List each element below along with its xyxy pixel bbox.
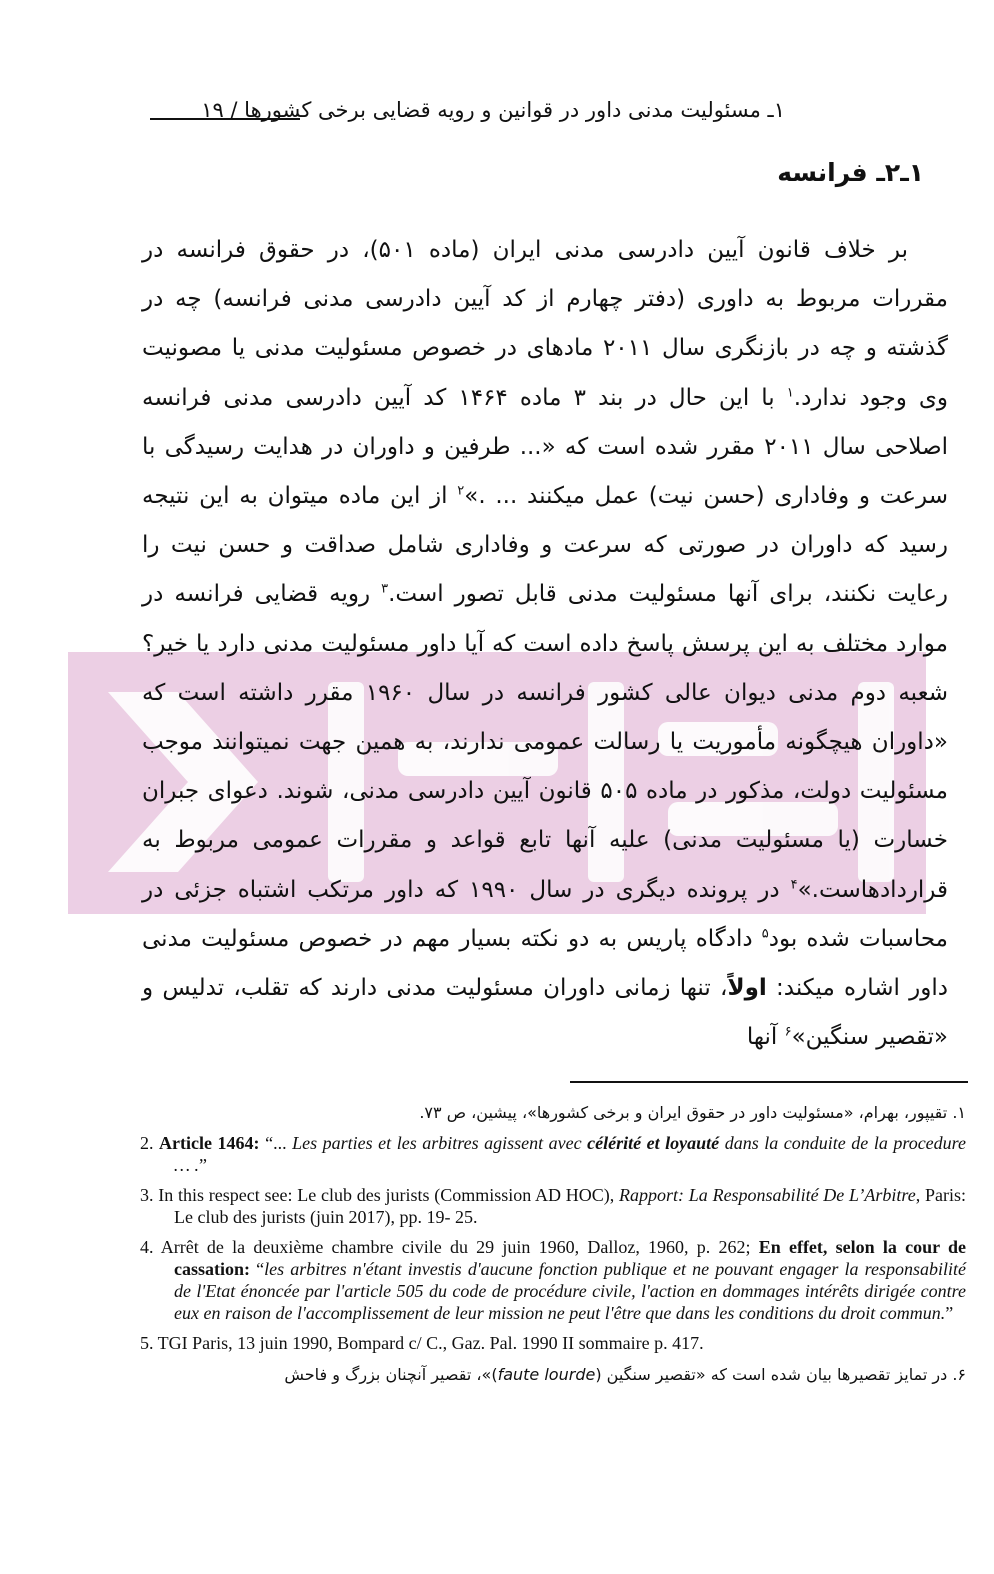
footnote-ref-6[interactable]: ۶ xyxy=(784,1024,792,1040)
footnote-text: 4. Arrêt de la deuxième chambre civile du 29 juin 1960, Dalloz, 1960, p. 262; xyxy=(140,1237,759,1257)
footnote-ref-4[interactable]: ۴ xyxy=(790,876,798,892)
footnote-text: ۶. در تمایز تقصیرها بیان شده است که «تقصیر سنگین ( xyxy=(595,1365,966,1384)
footnote-5: 5. TGI Paris, 13 juin 1990, Bompard c/ C., Gaz. Pal. 1990 II sommaire p. 417. xyxy=(140,1333,704,1353)
footnote-bold: En effet, selon la cour de cassation: xyxy=(174,1237,966,1279)
footnote-text: , Paris: Le club des jurists (juin 2017), pp. 19- 25. xyxy=(174,1185,966,1227)
sentence: در پرونده دیگری در سال ۱۹۹۰ که داور مرتکب اشتباه جزئی در محاسبات شده بود xyxy=(142,876,948,952)
running-header xyxy=(150,98,960,134)
paragraph-text xyxy=(142,226,948,1062)
running-title: ۱ـ مسئولیت مدنی داور در قوانین و رویه قضایی برخی کشورها / ۱۹ xyxy=(201,98,785,122)
sentence: از این ماده میتوان به این نتیجه رسید که داوران در صورتی که سرعت و وفاداری شامل صداقت و حسن نیت را رعایت نکنند، برای آنها مسئولیت مدنی قابل تصور است. xyxy=(142,483,948,608)
footnote-3 xyxy=(140,1184,966,1228)
footnote-ref-1[interactable]: ۱ xyxy=(786,384,794,400)
french-term: faute lourde xyxy=(497,1365,596,1384)
sentence: آنها xyxy=(746,1024,785,1051)
quote-emphasis: célérité et loyauté xyxy=(587,1133,720,1153)
footnotes xyxy=(140,1100,966,1394)
footnote-2 xyxy=(140,1132,966,1176)
quote-text: les arbitres n'étant investis d'aucune fonction publique et ne pouvant engager la responsabilité de l'Etat énoncée par l'article 505 du code de procédure civile, l'action en dommages intérêts dirigée contre eux en raison de l'accomplissement de leur mission ne peut l'être que dans les conditions du droit commun. xyxy=(174,1259,966,1323)
body-paragraph xyxy=(142,226,948,1062)
footnote-text: ” xyxy=(945,1303,954,1323)
footnote-text: )»، تقصیر آنچنان بزرگ و فاحش xyxy=(284,1365,498,1384)
footnote-6 xyxy=(140,1362,966,1388)
footnote-ref-3[interactable]: ۳ xyxy=(381,581,389,597)
footnote-ref-2[interactable]: ۲ xyxy=(457,483,465,499)
sentence: دادگاه پاریس به دو نکته بسیار مهم در خصوص مسئولیت مدنی داور اشاره میکند: xyxy=(142,925,948,1002)
footnote-ref-5[interactable]: ۵ xyxy=(761,926,769,942)
footnote-4 xyxy=(140,1236,966,1324)
footnote-text: “... xyxy=(259,1133,293,1153)
footnote-text: ” xyxy=(199,1155,208,1175)
quote-text: dans la conduite de la procedure … . xyxy=(174,1133,966,1175)
sentence: با این حال در بند ۳ ماده ۱۴۶۴ کد آیین دادرسی مدنی فرانسه اصلاحی سال ۲۰۱۱ مقرر شده است که «... طرفین و داوران در هدایت رسیدگی با سرعت و وفاداری (حسن نیت) عمل میکنند ... .» xyxy=(142,384,948,510)
footnote-1: ۱. تقیپور، بهرام، «مسئولیت داور در حقوق ایران و برخی کشورها»، پیشین، ص ۷۳. xyxy=(419,1103,966,1122)
section-heading: ۱ـ۲ـ فرانسه xyxy=(777,158,924,187)
sentence: رویه قضایی فرانسه در موارد مختلف به این پرسش پاسخ داده است که آیا داور مسئولیت مدنی دارد یا خیر؟ شعبه دوم مدنی دیوان عالی کشور فرانسه در سال ۱۹۶۰ مقرر داشته است که «داوران هیچگونه مأموریت یا رسالت عمومی ندارند، به همین جهت نمیتوانند موجب مسئولیت دولت، مذکور در ماده ۵۰۵ قانون آیین دادرسی مدنی، شوند. دعوای جبران خسارت (یا مسئولیت مدنی) علیه آنها تابع قواعد و مقررات عمومی مربوط به قراردادهاست.» xyxy=(142,581,949,903)
article-label: Article 1464: xyxy=(159,1133,260,1153)
quote-text: Les parties et les arbitres agissent avec xyxy=(292,1133,588,1153)
emphasis-firstly: اولاً xyxy=(727,975,767,1002)
footnote-number: 2. xyxy=(140,1133,160,1153)
sentence: ، تنها زمانی داوران مسئولیت مدنی دارند که تقلب، تدلیس و «تقصیر سنگین» xyxy=(142,975,948,1051)
footnote-divider xyxy=(570,1081,968,1083)
report-title: Rapport: La Responsabilité De L’Arbitre xyxy=(619,1185,916,1205)
sentence: بر خلاف قانون آیین دادرسی مدنی ایران (ماده ۵۰۱)، در حقوق فرانسه در مقررات مربوط به داوری (دفتر چهارم از کد آیین دادرسی مدنی فرانسه) چه در گذشته و چه در بازنگری سال ۲۰۱۱ مادهای در خصوص مسئولیت مدنی یا مصونیت وی وجود ندارد. xyxy=(142,237,948,411)
footnote-text: “ xyxy=(250,1259,265,1279)
footnote-text: 3. In this respect see: Le club des jurists (Commission AD HOC), xyxy=(140,1185,620,1205)
